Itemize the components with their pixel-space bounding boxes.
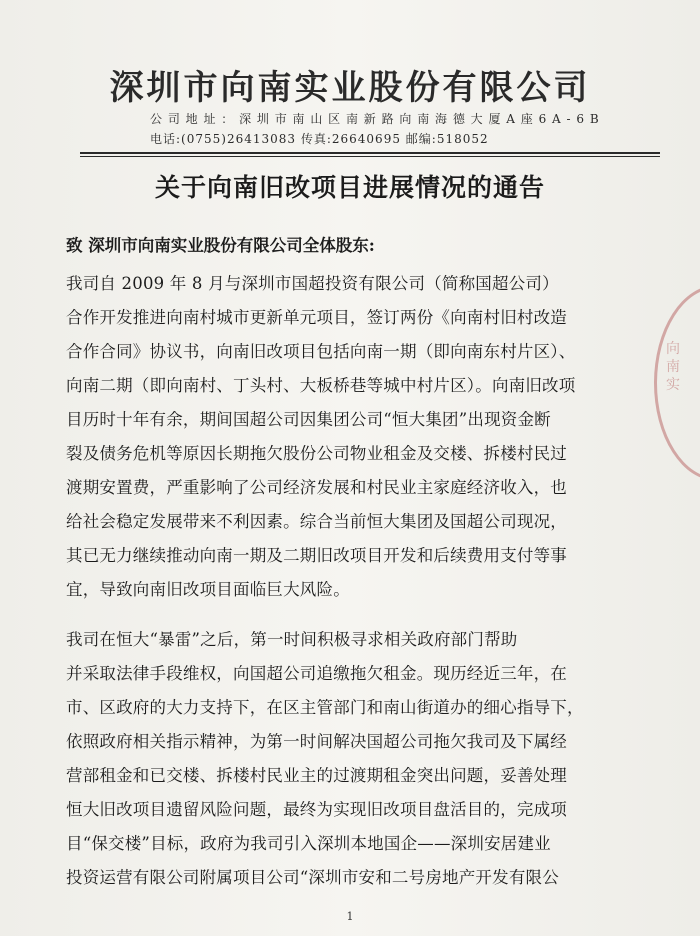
body-line: 向南二期（即向南村、丁头村、大板桥巷等城中村片区）。向南旧改项: [66, 376, 576, 395]
body-line: 给社会稳定发展带来不利因素。综合当前恒大集团及国超公司现况，: [66, 512, 567, 531]
body-line: 目历时十年有余，期间国超公司因集团公司“恒大集团”出现资金断: [66, 410, 551, 429]
body-line: 市、区政府的大力支持下，在区主管部门和南山街道办的细心指导下，: [66, 698, 584, 717]
seal-text: 向南实: [666, 341, 680, 393]
letterhead-rule-thin: [80, 156, 660, 157]
body-line: 依照政府相关指示精神，为第一时间解决国超公司拖欠我司及下属经: [66, 732, 567, 751]
letterhead-rule-thick: [80, 152, 660, 154]
body-line: 营部租金和已交楼、拆楼村民业主的过渡期租金突出问题，妥善处理: [66, 766, 567, 785]
body-line: 并采取法律手段维权，向国超公司追缴拖欠租金。现历经近三年，在: [66, 664, 567, 683]
body-line: 其已无力继续推动向南一期及二期旧改项目开发和后续费用支付等事: [66, 546, 567, 565]
body-line: 渡期安置费，严重影响了公司经济发展和村民业主家庭经济收入，也: [66, 478, 567, 497]
body-line: 投资运营有限公司附属项目公司“深圳市安和二号房地产开发有限公: [66, 868, 559, 887]
body-line: 合作合同》协议书，向南旧改项目包括向南一期（即向南东村片区）、: [66, 342, 576, 361]
company-contact: 电话:(0755)26413083 传真:26640695 邮编:518052: [150, 132, 489, 146]
body-line: 我司自 2009 年 8 月与深圳市国超投资有限公司（简称国超公司）: [66, 274, 559, 293]
body-line: 恒大旧改项目遗留风险问题，最终为实现旧改项目盘活目的，完成项: [66, 800, 567, 819]
company-name: 深圳市向南实业股份有限公司: [109, 68, 591, 108]
page-number: 1: [346, 910, 354, 923]
body-line: 裂及债务危机等原因长期拖欠股份公司物业租金及交楼、拆楼村民过: [66, 444, 567, 463]
body-line: 我司在恒大“暴雷”之后，第一时间积极寻求相关政府部门帮助: [66, 630, 518, 649]
body-line: 目“保交楼”目标，政府为我司引入深圳本地国企——深圳安居建业: [66, 834, 551, 853]
company-address: 公 司 地 址 ： 深 圳 市 南 山 区 南 新 路 向 南 海 德 大 厦 A 座 6 A - 6 B: [150, 112, 600, 126]
body-line: 合作开发推进向南村城市更新单元项目，签订两份《向南村旧村改造: [66, 308, 567, 327]
notice-greeting: 致 深圳市向南实业股份有限公司全体股东:: [66, 236, 375, 255]
body-line: 宜，导致向南旧改项目面临巨大风险。: [66, 580, 350, 599]
notice-title: 关于向南旧改项目进展情况的通告: [154, 173, 545, 202]
